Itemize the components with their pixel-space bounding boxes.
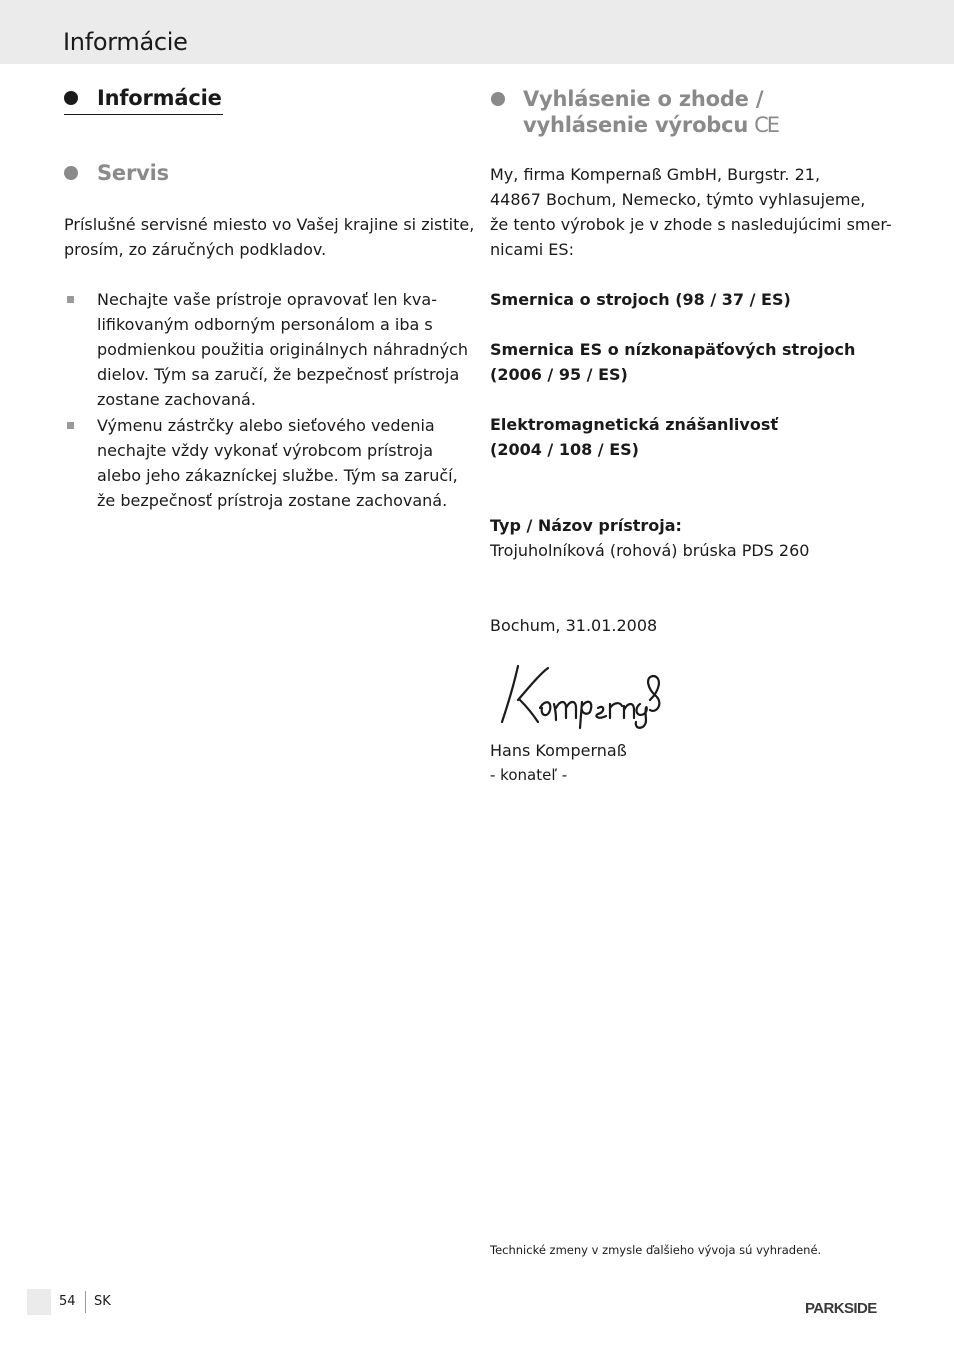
text-line: (2004 / 108 / ES) [490, 440, 639, 459]
text-line: Nechajte vaše prístroje opravovať len kva- [97, 290, 437, 309]
text-line: dielov. Tým sa zaručí, že bezpečnosť prístroja [97, 365, 460, 384]
ce-mark-icon: CE [754, 113, 779, 137]
text-line: nechajte vždy vykonať výrobcom prístroja [97, 441, 434, 460]
declaration-heading [523, 86, 778, 138]
text-line: prosím, zo záručných podkladov. [64, 240, 327, 259]
text-line: Smernica ES o nízkonapäťových strojoch [490, 340, 856, 359]
text-line: zostane zachovaná. [97, 390, 256, 409]
signature-image [494, 660, 664, 730]
brand-logo: PARKSIDE [805, 1300, 877, 1317]
text-line: My, firma Kompernaß GmbH, Burgstr. 21, [490, 165, 821, 184]
text-line: nicami ES: [490, 240, 574, 259]
text-line: 44867 Bochum, Nemecko, týmto vyhlasujeme, [490, 190, 866, 209]
declaration-heading-line: Vyhlásenie o zhode / [523, 87, 764, 111]
signer-role: - konateľ - [490, 766, 568, 784]
signer [490, 738, 627, 788]
language-code: SK [94, 1294, 111, 1309]
page-title: Informácie [63, 28, 188, 56]
bullet-dot-icon [64, 166, 78, 180]
servis-intro [64, 212, 474, 262]
text-line: Smernica o strojoch (98 / 37 / ES) [490, 290, 791, 309]
text-line: že tento výrobok je v zhode s nasledujúcimi smer- [490, 215, 892, 234]
page-number: 54 [59, 1294, 76, 1309]
type-value: Trojuholníková (rohová) brúska PDS 260 [490, 541, 810, 560]
text-line: lifikovaným odborným personálom a iba s [97, 315, 433, 334]
list-item-text [97, 287, 468, 412]
directive-low-voltage [490, 337, 855, 387]
section-heading-informacie: Informácie [97, 86, 222, 110]
heading-underline [64, 114, 223, 115]
text-line: podmienkou použitia originálnych náhradných [97, 340, 468, 359]
list-item-text [97, 413, 458, 513]
text-line: Elektromagnetická znášanlivosť [490, 415, 778, 434]
square-bullet-icon [67, 296, 74, 303]
text-line: Bochum, 31.01.2008 [490, 616, 658, 635]
directive-emc [490, 412, 778, 462]
text-line: Príslušné servisné miesto vo Vašej krajine si zistite, [64, 215, 475, 234]
section-heading-servis: Servis [97, 161, 169, 185]
bullet-dot-icon [491, 92, 505, 106]
footer-divider [85, 1291, 86, 1313]
declaration-text [490, 162, 892, 262]
type-label: Typ / Názov prístroja: [490, 516, 682, 535]
device-type [490, 513, 809, 563]
directive-machinery [490, 287, 791, 312]
text-line: Výmenu zástrčky alebo sieťového vedenia [97, 416, 435, 435]
place-date [490, 613, 657, 638]
declaration-heading-line: vyhlásenie výrobcu [523, 113, 749, 137]
signer-name: Hans Kompernaß [490, 741, 627, 760]
text-line: alebo jeho zákazníckej službe. Tým sa zaručí, [97, 466, 458, 485]
text-line: (2006 / 95 / ES) [490, 365, 628, 384]
square-bullet-icon [67, 422, 74, 429]
bullet-dot-icon [64, 91, 78, 105]
footer-tab [27, 1289, 51, 1315]
text-line: že bezpečnosť prístroja zostane zachovaná. [97, 491, 448, 510]
technical-note: Technické zmeny v zmysle ďalšieho vývoja sú vyhradené. [490, 1243, 822, 1257]
